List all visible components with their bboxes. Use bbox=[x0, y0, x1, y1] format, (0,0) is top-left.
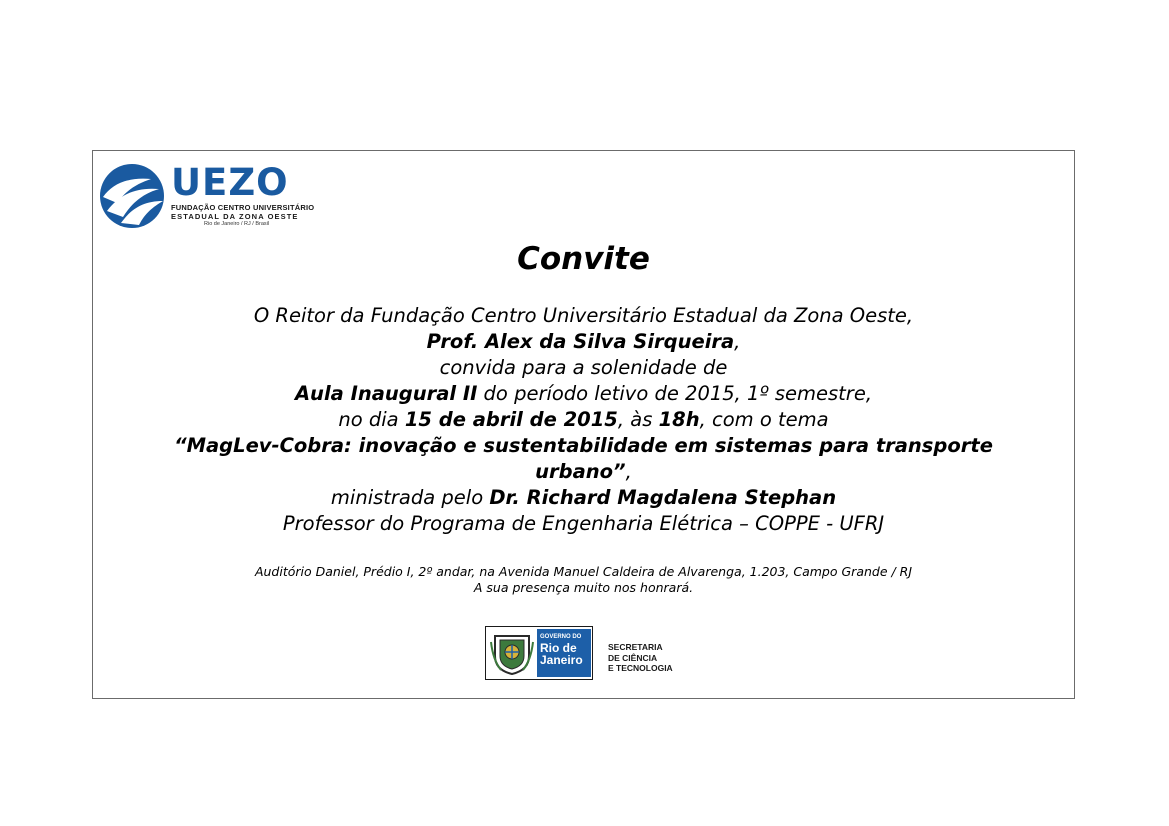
janeiro-line: Janeiro bbox=[540, 653, 583, 667]
government-name-block bbox=[537, 629, 591, 677]
invitation-title: Convite bbox=[517, 241, 650, 277]
body-line-7: urbano”, bbox=[535, 460, 632, 483]
uezo-emblem-icon bbox=[99, 163, 167, 229]
government-line: GOVERNO DO bbox=[540, 634, 582, 640]
logo-wordmark: UEZO bbox=[171, 161, 289, 204]
invitation-body bbox=[93, 303, 1074, 537]
body-line-6 bbox=[93, 433, 1074, 459]
closing-note: A sua presença muito nos honrará. bbox=[473, 580, 694, 595]
invitation-footer bbox=[93, 564, 1074, 596]
government-badge bbox=[485, 626, 593, 680]
body-line-8: ministrada pelo Dr. Richard Magdalena Stephan bbox=[330, 486, 837, 509]
theme-line-2: urbano” bbox=[535, 460, 626, 483]
venue-address: Auditório Daniel, Prédio I, 2º andar, na Avenida Manuel Caldeira de Alvarenga, 1.203, Campo Grande / RJ bbox=[254, 564, 913, 579]
speaker-name: Dr. Richard Magdalena Stephan bbox=[489, 486, 837, 509]
body-line-4: Aula Inaugural II do período letivo de 2015, 1º semestre, bbox=[294, 382, 873, 405]
secretariat-name: SECRETARIA DE CIÊNCIA E TECNOLOGIA bbox=[608, 642, 673, 673]
government-logo bbox=[485, 626, 705, 682]
event-name: Aula Inaugural II bbox=[294, 382, 478, 405]
body-line-2: Prof. Alex da Silva Sirqueira, bbox=[426, 330, 741, 353]
uezo-logo bbox=[99, 161, 315, 229]
logo-subtitle-1: FUNDAÇÃO CENTRO UNIVERSITÁRIO bbox=[171, 203, 315, 212]
rio-line: Rio de bbox=[540, 641, 577, 655]
logo-subtitle-2: ESTADUAL DA ZONA OESTE bbox=[171, 212, 299, 221]
invitation-card bbox=[92, 150, 1075, 699]
event-time: 18h bbox=[658, 408, 700, 431]
state-crest-icon bbox=[489, 630, 535, 676]
rector-name: Prof. Alex da Silva Sirqueira bbox=[426, 330, 735, 353]
event-date: 15 de abril de 2015 bbox=[404, 408, 618, 431]
body-line-5: no dia 15 de abril de 2015, às 18h, com o tema bbox=[338, 408, 829, 431]
theme-line-1: “MagLev-Cobra: inovação e sustentabilidade em sistemas para transporte bbox=[174, 434, 993, 457]
body-line-9: Professor do Programa de Engenharia Elétrica – COPPE - UFRJ bbox=[282, 512, 885, 535]
logo-subtitle-3: Rio de Janeiro / RJ / Brasil bbox=[204, 221, 270, 227]
body-line-1: O Reitor da Fundação Centro Universitário Estadual da Zona Oeste, bbox=[253, 304, 914, 327]
body-line-3: convida para a solenidade de bbox=[439, 356, 728, 379]
